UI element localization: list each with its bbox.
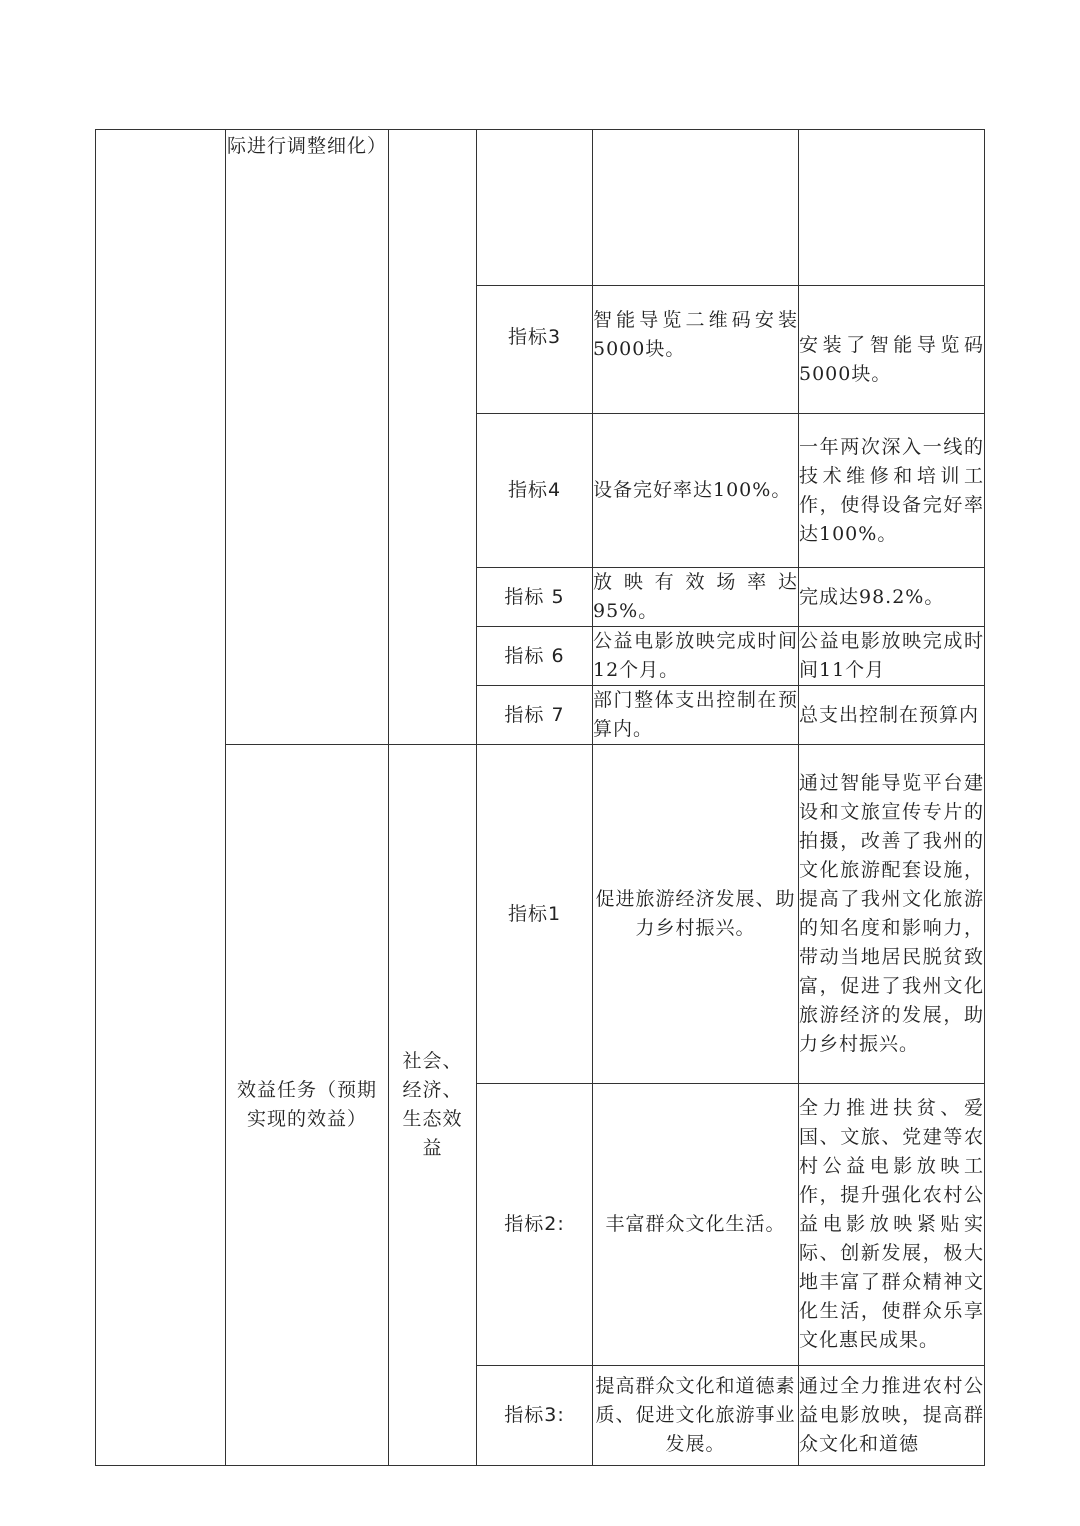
result-text: 公益电影放映完成时间11个月 <box>799 630 984 681</box>
target-cell <box>593 745 799 1084</box>
spacer-cell <box>593 130 799 286</box>
benefit-category-cell <box>389 745 477 1466</box>
target-text: 放映有效场率达95%。 <box>593 571 798 622</box>
performance-table <box>95 129 985 1466</box>
target-cell <box>593 286 799 414</box>
result-text: 总支出控制在预算内 <box>799 703 980 726</box>
result-text: 完成达98.2%。 <box>799 585 945 608</box>
indicator-label: 指标3 <box>507 326 562 348</box>
target-text: 公益电影放映完成时间12个月。 <box>593 630 798 681</box>
result-cell <box>799 1084 985 1366</box>
output-subcategory-cell <box>389 130 477 745</box>
result-cell <box>799 745 985 1084</box>
indicator-cell <box>477 286 593 414</box>
indicator-label: 指标2: <box>504 1213 565 1235</box>
target-cell <box>593 1366 799 1466</box>
indicator-cell <box>477 686 593 745</box>
indicator-cell <box>477 627 593 686</box>
indicator-cell <box>477 414 593 568</box>
blank-category-cell <box>96 130 226 1466</box>
target-cell <box>593 414 799 568</box>
result-text: 安装了智能导览码5000块。 <box>799 333 984 385</box>
indicator-cell <box>477 1366 593 1466</box>
output-task-cell <box>226 130 389 745</box>
indicator-label: 指标 6 <box>504 644 565 667</box>
benefit-category-text: 社会、经济、生态效益 <box>402 1050 463 1159</box>
indicator-cell <box>477 568 593 627</box>
indicator-cell <box>477 745 593 1084</box>
target-text: 智能导览二维码安装5000块。 <box>593 309 798 360</box>
result-cell <box>799 286 985 414</box>
indicator-cell <box>477 1084 593 1366</box>
result-text: 全力推进扶贫、爱国、文旅、党建等农村公益电影放映工作，提升强化农村公益电影放映紧贴实际、创新发展，极大地丰富了群众精神文化生活，使群众乐享文化惠民成果。 <box>799 1097 984 1351</box>
target-cell <box>593 627 799 686</box>
target-cell <box>593 1084 799 1366</box>
result-cell <box>799 414 985 568</box>
indicator-label: 指标 7 <box>504 703 565 726</box>
target-cell <box>593 686 799 745</box>
output-task-text: 际进行调整细化） <box>226 135 387 157</box>
spacer-cell <box>477 130 593 286</box>
result-text: 通过智能导览平台建设和文旅宣传专片的拍摄，改善了我州的文化旅游配套设施，提高了我州文化旅游的知名度和影响力，带动当地居民脱贫致富，促进了我州文化旅游经济的发展，助力乡村振兴。 <box>799 772 984 1055</box>
indicator-label: 指标4 <box>507 479 562 501</box>
result-cell <box>799 1366 985 1466</box>
indicator-label: 指标1 <box>507 902 562 925</box>
target-text: 设备完好率达100%。 <box>593 479 792 501</box>
result-text: 通过全力推进农村公益电影放映，提高群众文化和道德 <box>799 1375 984 1455</box>
benefit-task-text: 效益任务（预期实现的效益） <box>236 1079 377 1130</box>
target-text: 促进旅游经济发展、助力乡村振兴。 <box>595 888 796 939</box>
result-cell <box>799 686 985 745</box>
result-cell <box>799 568 985 627</box>
result-cell <box>799 627 985 686</box>
indicator-label: 指标 5 <box>504 585 565 608</box>
target-text: 部门整体支出控制在预算内。 <box>593 689 798 740</box>
benefit-task-cell <box>226 745 389 1466</box>
target-text: 提高群众文化和道德素质、促进文化旅游事业发展。 <box>595 1375 796 1455</box>
target-cell <box>593 568 799 627</box>
spacer-cell <box>799 130 985 286</box>
indicator-label: 指标3: <box>504 1404 565 1426</box>
result-text: 一年两次深入一线的技术维修和培训工作，使得设备完好率达100%。 <box>799 435 984 545</box>
target-text: 丰富群众文化生活。 <box>605 1213 786 1235</box>
